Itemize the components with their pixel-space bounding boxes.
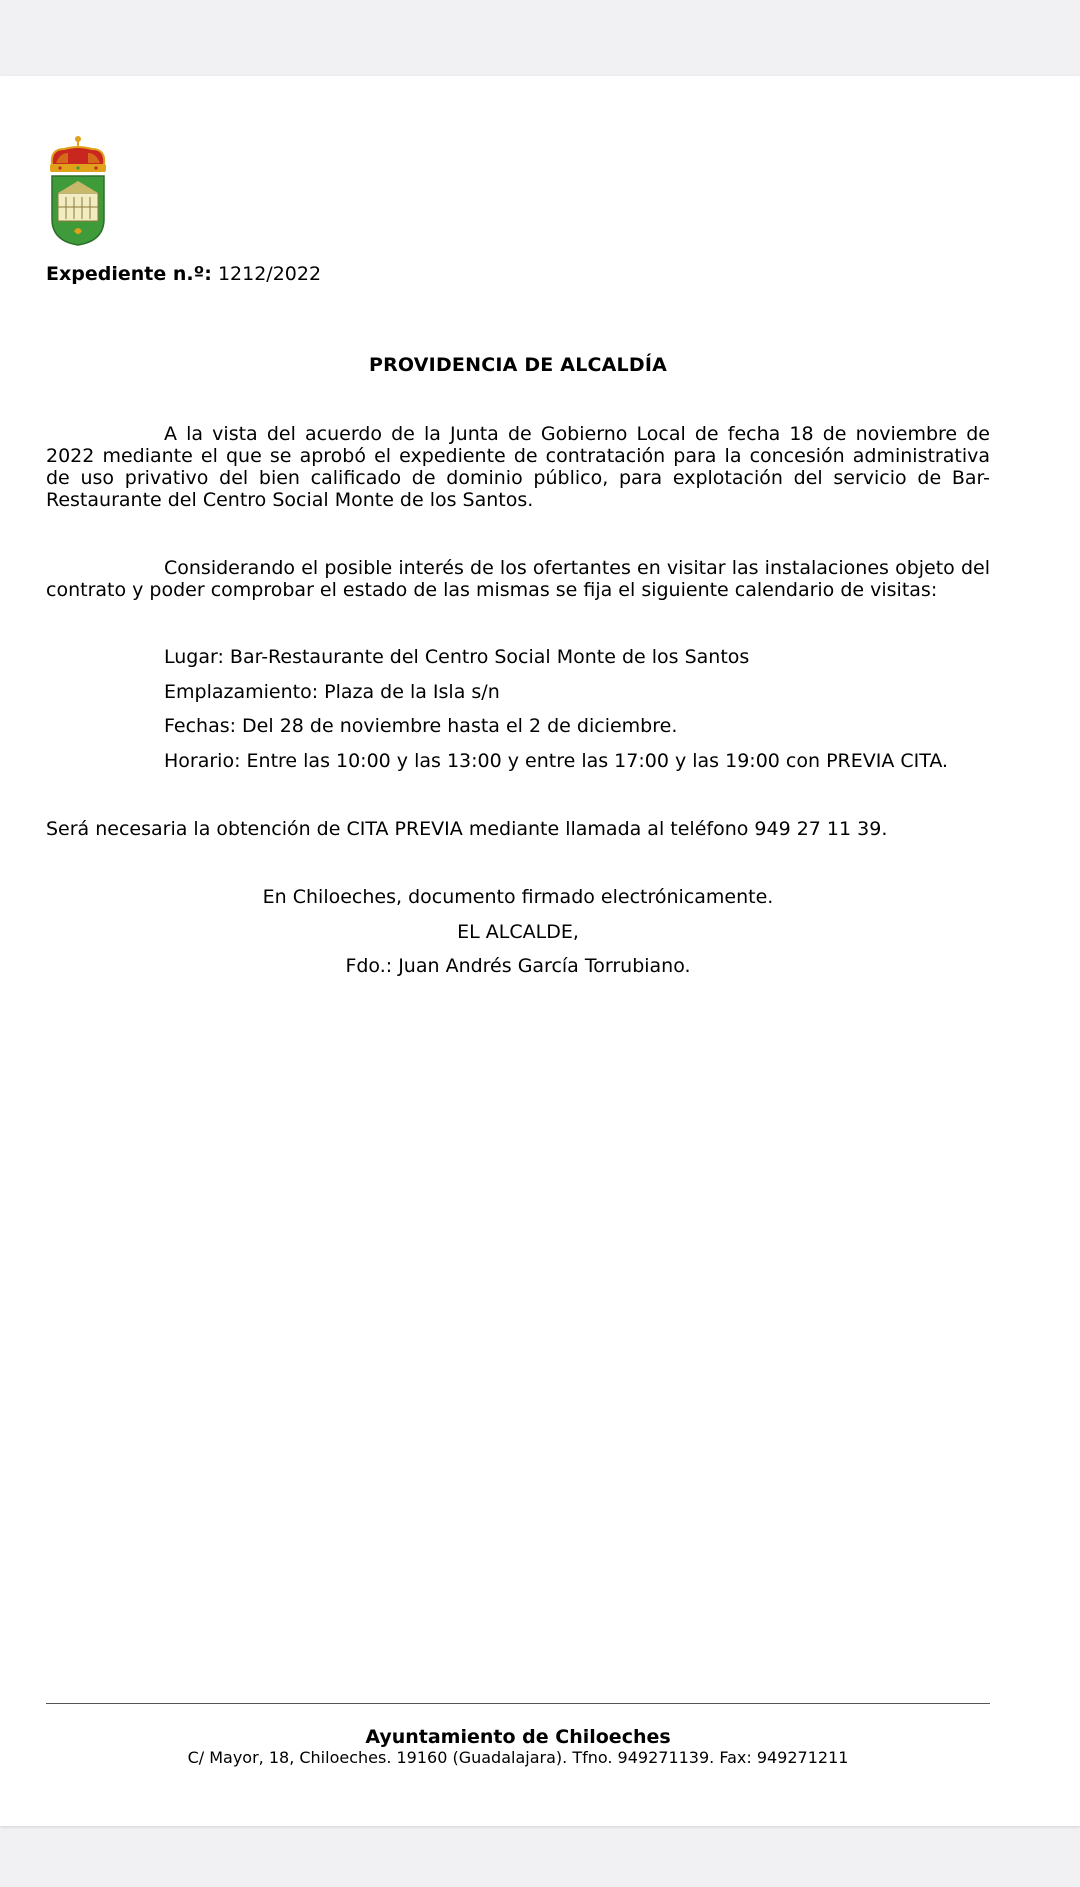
footer-divider: [46, 1703, 990, 1704]
footer: [0, 1726, 1036, 1768]
municipal-crest-icon: [46, 135, 110, 247]
signature-block: [0, 886, 1036, 990]
appointment-note: Será necesaria la obtención de CITA PREVIA mediante llamada al teléfono 949 27 11 39.: [46, 818, 888, 840]
visit-location: Lugar: Bar-Restaurante del Centro Social Monte de los Santos: [164, 646, 750, 668]
signature-role: EL ALCALDE,: [457, 920, 579, 943]
case-number: [46, 263, 321, 285]
intro-paragraph: A la vista del acuerdo de la Junta de Gobierno Local de fecha 18 de noviembre de 2022 mediante el que se aprobó el expediente de contratación para la concesión administrativa de uso privativo del bien calificado de dominio público, para explotación del servicio de Bar-Restaurante del Centro Social Monte de los Santos.: [46, 423, 990, 511]
signature-name: Fdo.: Juan Andrés García Torrubiano.: [345, 955, 691, 977]
visit-details-list: [164, 646, 948, 784]
case-number-value: 1212/2022: [217, 263, 322, 285]
footer-organization: Ayuntamiento de Chiloeches: [365, 1726, 671, 1748]
visit-site: Emplazamiento: Plaza de la Isla s/n: [164, 680, 500, 703]
visit-dates: Fechas: Del 28 de noviembre hasta el 2 de diciembre.: [164, 715, 678, 737]
document-title: PROVIDENCIA DE ALCALDÍA: [368, 354, 668, 376]
case-number-label: Expediente n.º:: [46, 263, 212, 285]
visit-hours: Horario: Entre las 10:00 y las 13:00 y entre las 17:00 y las 19:00 con PREVIA CITA.: [164, 749, 949, 772]
signature-place: En Chiloeches, documento firmado electrónicamente.: [262, 886, 774, 908]
considering-paragraph: Considerando el posible interés de los ofertantes en visitar las instalaciones objeto del contrato y poder comprobar el estado de las mismas se fija el siguiente calendario de visitas:: [46, 557, 990, 601]
footer-address: C/ Mayor, 18, Chiloeches. 19160 (Guadalajara). Tfno. 949271139. Fax: 949271211: [187, 1748, 849, 1767]
